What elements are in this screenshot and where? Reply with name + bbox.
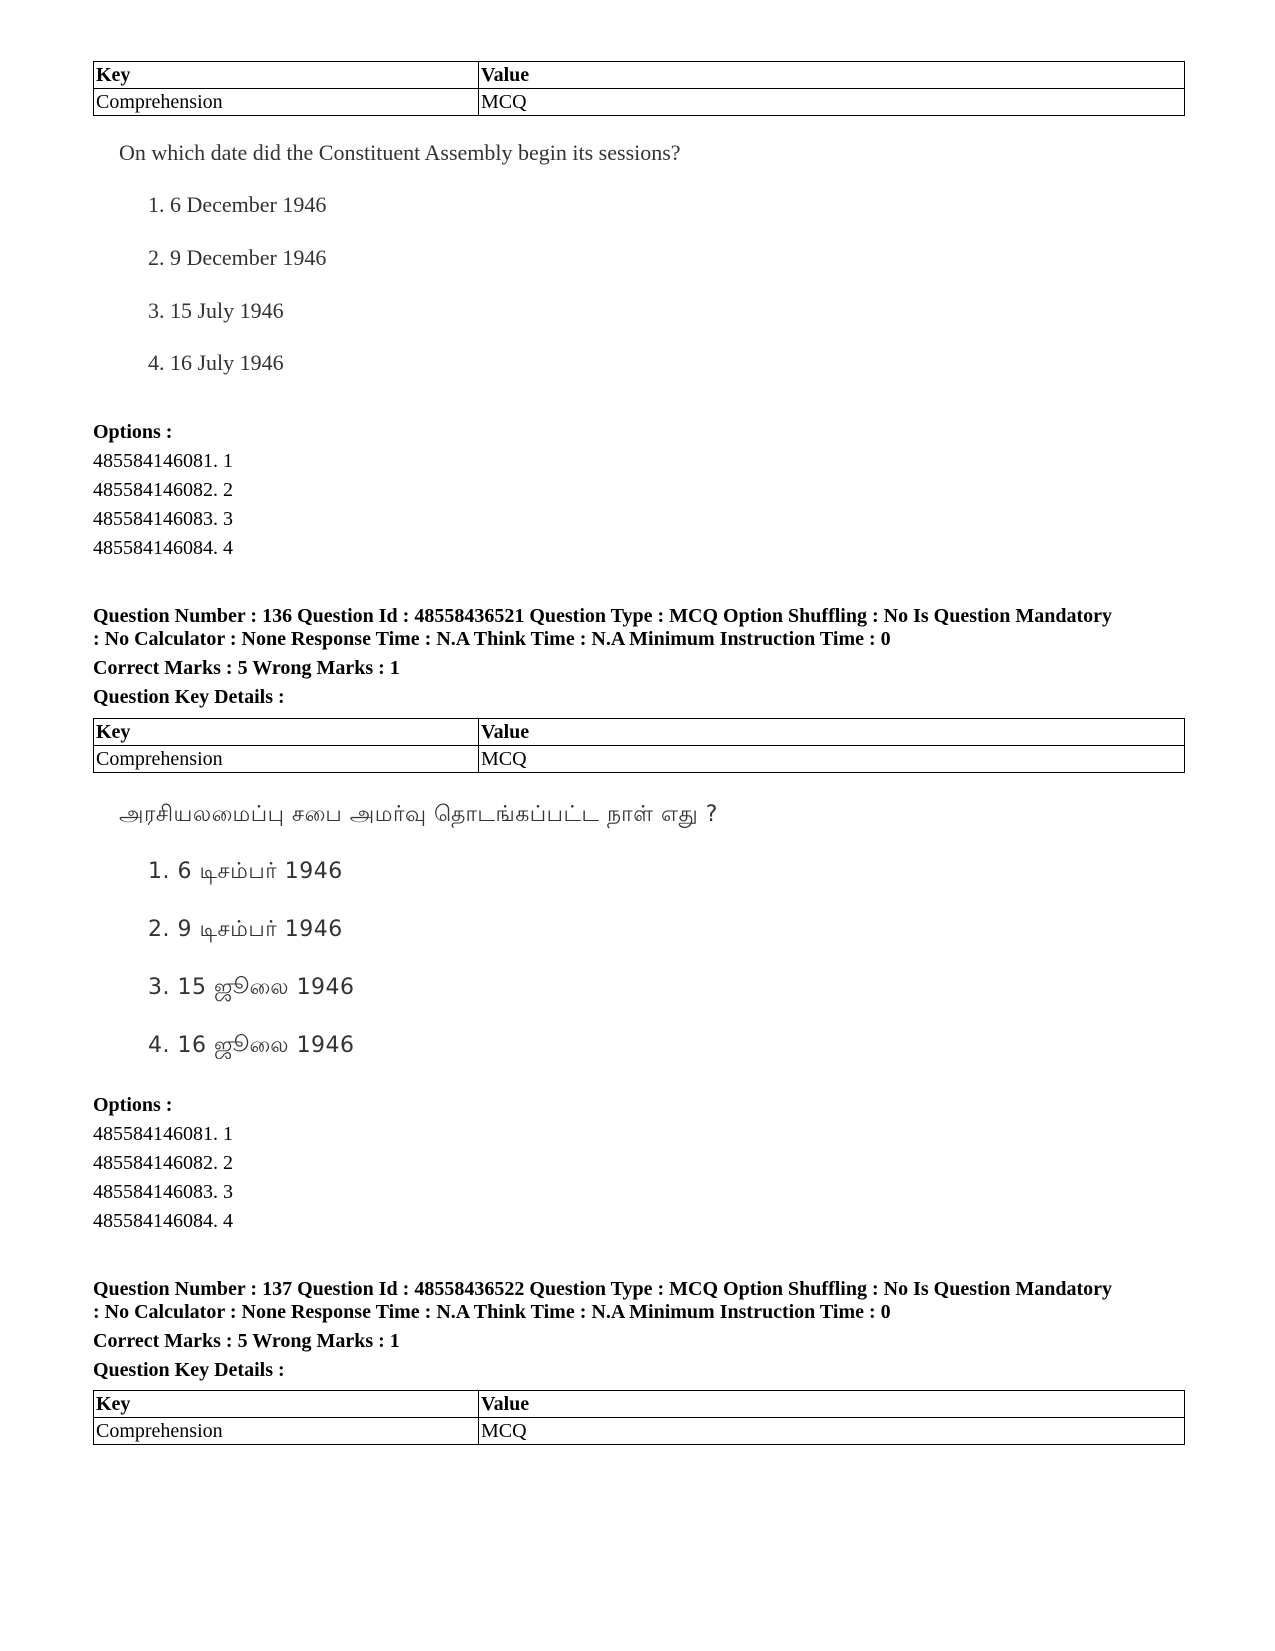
option-id: 485584146082. 2 [93,479,233,501]
options-list-2 [93,1091,1185,1236]
options-list-1 [93,418,1185,563]
table-row [94,746,1185,773]
key-table-137 [93,1390,1185,1445]
table-header-row [94,62,1185,89]
question-option-2: 2. 9 டிசம்பர் 1946 [148,917,343,942]
table-row [94,1418,1185,1445]
option-id: 485584146081. 1 [93,1123,233,1145]
question-image-english [93,140,1185,390]
option-id: 485584146083. 3 [93,1181,233,1203]
question-text: அரசியலமைப்பு சபை அமர்வு தொடங்கப்பட்ட நாள் எது ? [119,802,718,827]
question-image-tamil [93,802,1185,1062]
table-header-row [94,719,1185,746]
question-option-4: 4. 16 ஜூலை 1946 [148,1033,355,1058]
question-option-3: 3. 15 ஜூலை 1946 [148,975,355,1000]
question-meta-line: Question Number : 137 Question Id : 48558436522 Question Type : MCQ Option Shuffling : No Is Question Mandatory [93,1278,1112,1300]
option-id: 485584146084. 4 [93,1210,233,1232]
question-meta-line: Question Number : 136 Question Id : 48558436521 Question Type : MCQ Option Shuffling : No Is Question Mandatory [93,605,1112,627]
table-value-header: Value [479,62,1185,89]
table-row [94,89,1185,116]
table-key-cell: Comprehension [94,1418,479,1445]
table-value-cell: MCQ [479,1418,1185,1445]
question-marks: Correct Marks : 5 Wrong Marks : 1 [93,657,400,679]
question-marks: Correct Marks : 5 Wrong Marks : 1 [93,1330,400,1352]
table-value-cell: MCQ [479,746,1185,773]
table-key-header: Key [94,1391,479,1418]
question-meta-line: : No Calculator : None Response Time : N.A Think Time : N.A Minimum Instruction Time : 0 [93,1301,891,1323]
table-value-header: Value [479,1391,1185,1418]
question-meta-line: : No Calculator : None Response Time : N.A Think Time : N.A Minimum Instruction Time : 0 [93,628,891,650]
question-key-details-label: Question Key Details : [93,686,285,708]
question-option-1: 1. 6 December 1946 [148,192,327,217]
question-136-meta [93,605,1185,709]
option-id: 485584146082. 2 [93,1152,233,1174]
table-value-header: Value [479,719,1185,746]
table-value-cell: MCQ [479,89,1185,116]
question-text: On which date did the Constituent Assembly begin its sessions? [119,140,681,165]
question-137-meta [93,1278,1185,1382]
options-label: Options : [93,421,173,443]
option-id: 485584146083. 3 [93,508,233,530]
key-table-top [93,61,1185,116]
question-option-2: 2. 9 December 1946 [148,245,327,270]
question-option-3: 3. 15 July 1946 [148,298,284,323]
table-key-cell: Comprehension [94,89,479,116]
question-option-4: 4. 16 July 1946 [148,350,284,375]
question-key-details-label: Question Key Details : [93,1359,285,1381]
option-id: 485584146081. 1 [93,450,233,472]
table-key-cell: Comprehension [94,746,479,773]
question-option-1: 1. 6 டிசம்பர் 1946 [148,859,343,884]
key-table-136 [93,718,1185,773]
options-label: Options : [93,1094,173,1116]
table-key-header: Key [94,719,479,746]
option-id: 485584146084. 4 [93,537,233,559]
table-header-row [94,1391,1185,1418]
table-key-header: Key [94,62,479,89]
